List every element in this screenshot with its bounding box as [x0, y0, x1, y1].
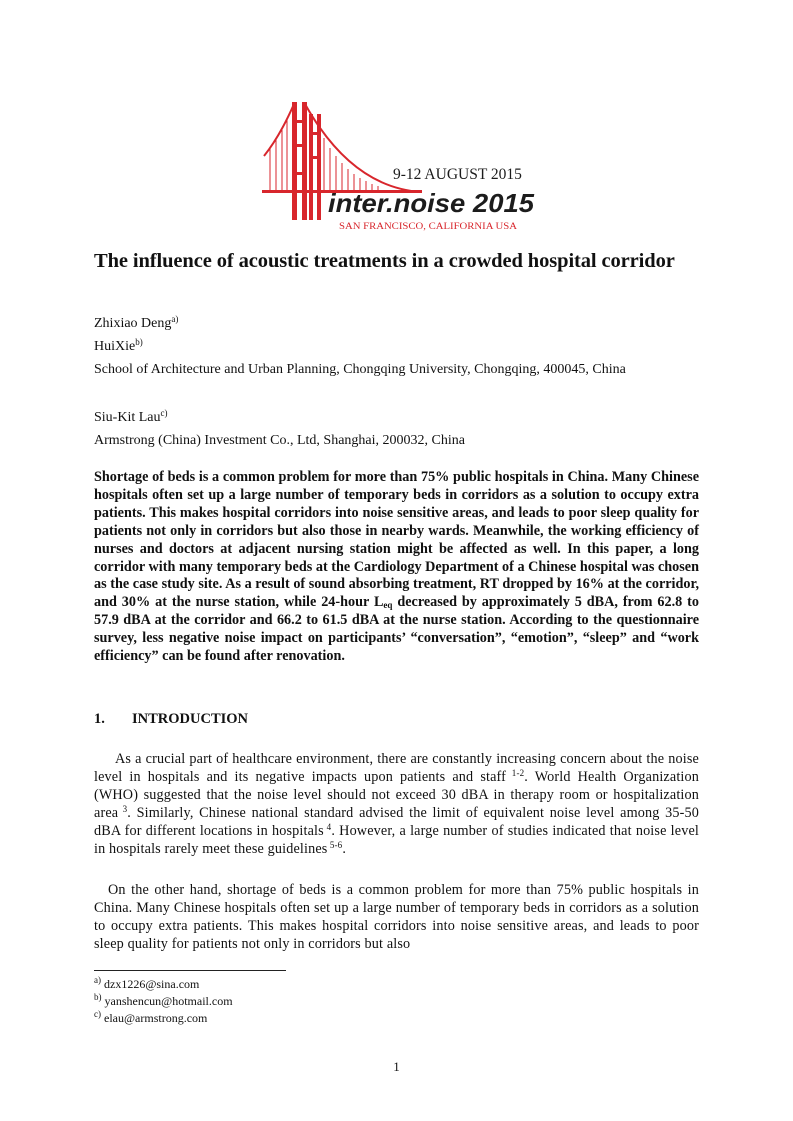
footnote-c: $^{c)}$ elau@armstrong.com — [94, 1009, 208, 1025]
paper-title: The influence of acoustic treatments in a crowded hospital corridor — [94, 250, 675, 272]
conference-dates: 9-12 AUGUST 2015 — [393, 166, 522, 183]
author-name: HuiXie — [94, 339, 136, 354]
author-mark: a) — [171, 314, 179, 324]
footnote-divider — [94, 970, 286, 971]
conference-name: inter.noise 2015 — [328, 188, 535, 218]
page-number: 1 — [393, 1059, 400, 1074]
conference-location: SAN FRANCISCO, CALIFORNIA USA — [339, 222, 518, 232]
section-number: 1. — [94, 711, 105, 727]
section-heading-introduction — [94, 711, 248, 728]
abstract: Shortage of beds is a common problem for more than 75% public hospitals in China. Many Chinese hospitals often set up a large number of temporary beds in corridors as a solution to occupy extra patients. This makes hospital corridors into noise sensitive areas, and leads to poor sleep quality for patients not only in corridors but also those in nearby wards. Meanwhile, the working efficiency of nurses and doctors at adjacent nursing station might be affected as well. In this paper, a long corridor with many temporary beds at the Cardiology Department of a Chinese hospital was chosen as the case study site. As a result of sound absorbing treatment, RT dropped by 16% at the corridor, and 30% at the nurse station, while 24-hour $L_{eq}$ decreased by approximately 5 dBA, from 62.8 to 57.9 dBA at the corridor and 66.2 to 61.5 dBA at the nurse station. According to the questionnaire survey, less negative noise impact on participants’ “conversation”, “emotion”, “sleep” and “work efficiency” can be found after renovation. — [94, 469, 699, 665]
author-name: Zhixiao Deng — [94, 316, 172, 331]
author-1 — [94, 316, 178, 332]
author-mark: b) — [135, 337, 143, 347]
author-3 — [94, 410, 168, 426]
section-title: INTRODUCTION — [132, 711, 249, 727]
author-name: Siu-Kit Lau — [94, 410, 161, 425]
author-mark: c) — [160, 408, 168, 418]
intro-paragraph-1: As a crucial part of healthcare environment, there are constantly increasing concern about the noise level in hospitals and its negative impacts upon patients and staff $^{1-2}$. World Health Organization (WHO) suggested that the noise level should not exceed 30 dBA in therapy room or hospitalization area $^3$. Similarly, Chinese national standard advised the limit of equivalent noise level among 35-50 dBA for different locations in hospitals $^4$. However, a large number of studies indicated that noise level in hospitals rarely meet these guidelines $^{5-6}$. — [94, 751, 699, 857]
conference-logo — [262, 96, 542, 236]
intro-paragraph-2: On the other hand, shortage of beds is a common problem for more than 75% public hospitals in China. Many Chinese hospitals often set up a large number of temporary beds in corridors as a solution to occupy extra patients. This makes hospital corridors into noise sensitive areas, and leads to poor sleep quality for patients not only in corridors but also — [94, 882, 699, 952]
footnote-a: $^{a)}$ dzx1226@sina.com — [94, 975, 200, 991]
affiliation-2: Armstrong (China) Investment Co., Ltd, Shanghai, 200032, China — [94, 433, 465, 448]
footnote-b: $^{b)}$ yanshencun@hotmail.com — [94, 992, 233, 1008]
author-2 — [94, 339, 143, 355]
affiliation-1: School of Architecture and Urban Planning, Chongqing University, Chongqing, 400045, China — [94, 362, 626, 377]
